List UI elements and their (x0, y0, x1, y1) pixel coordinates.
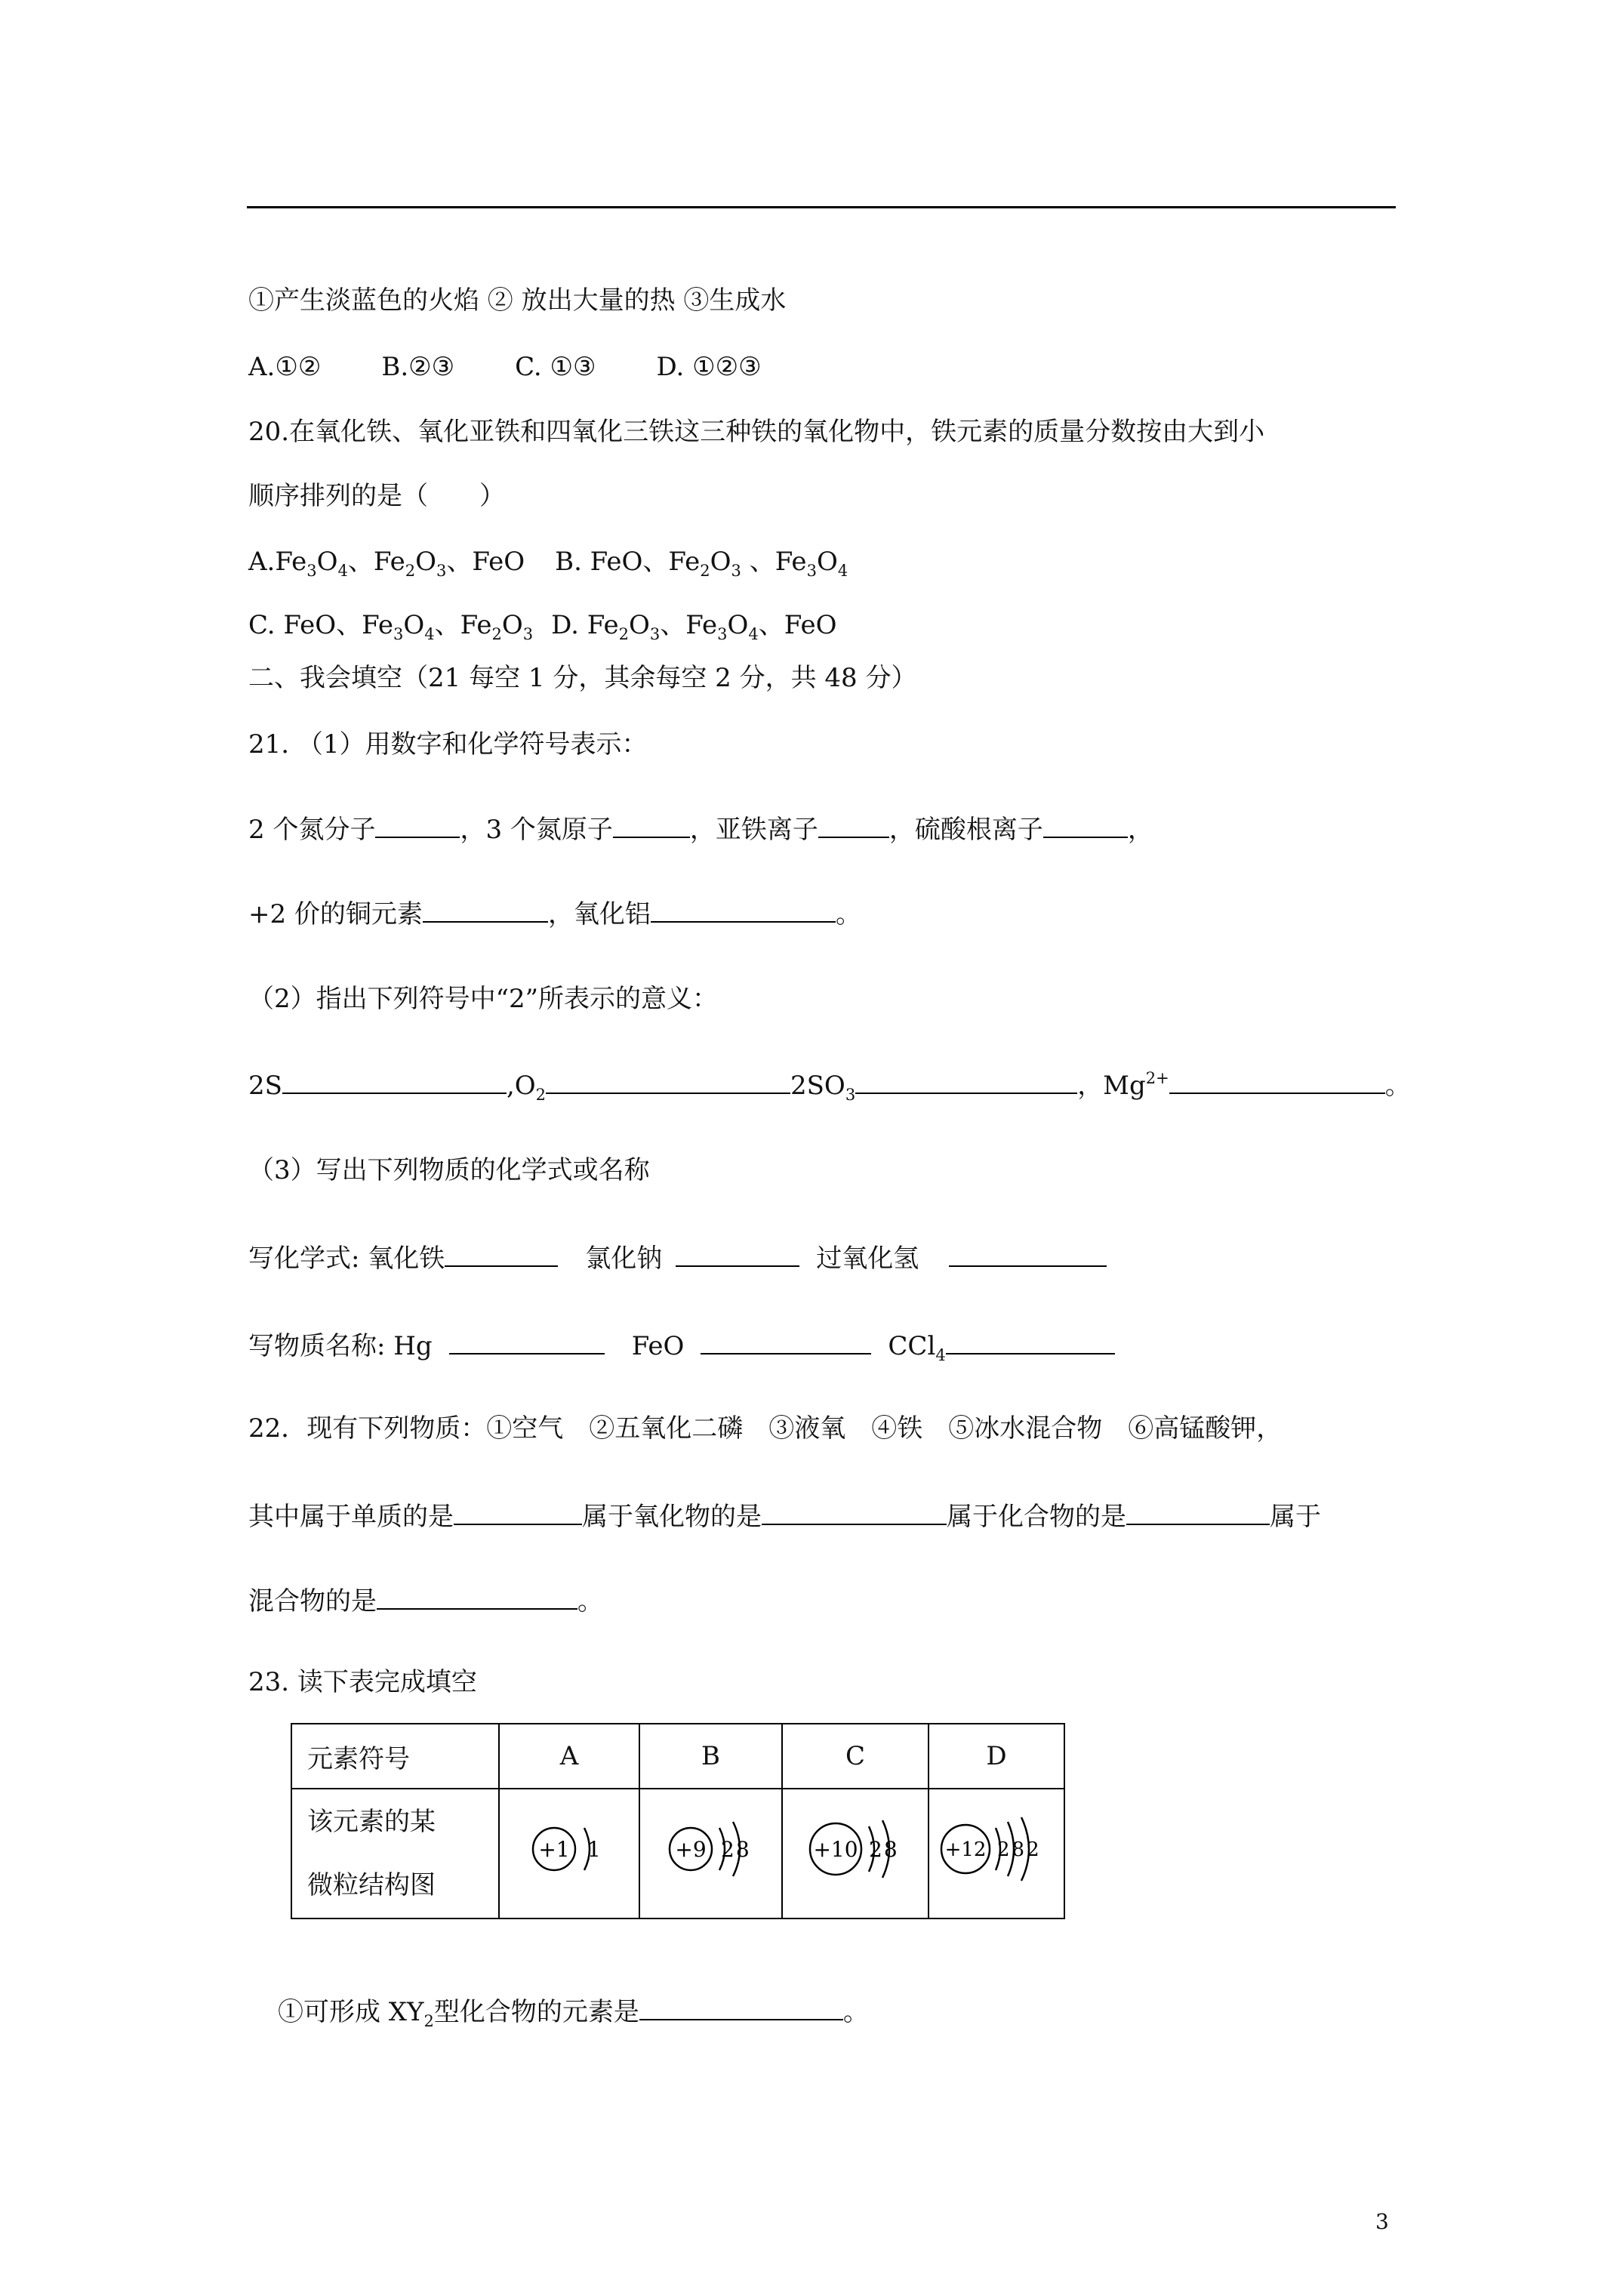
answer-blank[interactable] (375, 814, 460, 838)
answer-blank[interactable] (762, 1501, 947, 1525)
answer-blank[interactable] (701, 1330, 871, 1354)
answer-blank[interactable] (454, 1501, 582, 1525)
answer-blank[interactable] (676, 1243, 799, 1267)
atom-diagram-c (782, 1789, 929, 1918)
q23-title: 23. 读下表完成填空 (248, 1667, 477, 1697)
answer-blank[interactable] (449, 1330, 605, 1354)
atom-structure-b (654, 1805, 768, 1896)
table-header-label: 元素符号 (291, 1724, 499, 1789)
q20-options-cd: C. FeO、$Fe_3O_4$、$Fe_2O_3$ D. $Fe_2O_3$、$Fe_3O_4$、FeO (248, 610, 837, 643)
q21-part1-line2: +2 价的铜元素 ，氧化铝 。 (248, 899, 861, 929)
q20-options-ab: $A.Fe_3O_4$、$Fe_2O_3$、FeO B. FeO、$Fe_2O_3$ 、$Fe_3O_4$ (248, 547, 848, 580)
choice-a: A.①② (248, 352, 322, 382)
section2-title: 二、我会填空（21 每空 1 分，其余每空 2 分，共 48 分） (248, 663, 917, 693)
column-c: C (782, 1724, 929, 1789)
q21-formula-row: 写化学式: 氧化铁 氯化钠 过氧化氢 (248, 1243, 1107, 1274)
svg-text:28: 28 (869, 1836, 899, 1862)
q19-choices (248, 352, 762, 382)
q22-line3: 混合物的是 。 (248, 1586, 603, 1616)
answer-blank[interactable] (651, 898, 836, 923)
atom-diagram-d (929, 1789, 1064, 1918)
choice-d: D. ①②③ (656, 352, 762, 382)
atom-structure-a (524, 1805, 614, 1896)
q21-part2-title: （2）指出下列符号中“2”所表示的意义： (248, 984, 719, 1014)
answer-blank[interactable] (946, 1330, 1115, 1354)
answer-blank[interactable] (949, 1243, 1107, 1267)
option-b-label: B. (555, 547, 582, 577)
answer-blank[interactable] (1169, 1070, 1385, 1094)
q21-part3-title: （3）写出下列物质的化学式或名称 (248, 1155, 650, 1185)
q20-stem-line1: 20.在氧化铁、氧化亚铁和四氧化三铁这三种铁的氧化物中，铁元素的质量分数按由大到小 (248, 417, 1265, 447)
answer-blank[interactable] (546, 1070, 790, 1094)
column-a: A (499, 1724, 639, 1789)
atom-diagram-b (639, 1789, 782, 1918)
svg-text:+10: +10 (813, 1836, 858, 1862)
answer-blank[interactable] (855, 1070, 1077, 1094)
column-d: D (929, 1724, 1064, 1789)
option-d-label: D. (551, 610, 579, 640)
answer-blank[interactable] (282, 1070, 507, 1094)
option-a-label: A. (248, 547, 276, 577)
answer-blank[interactable] (445, 1243, 558, 1267)
svg-text:+12: +12 (944, 1838, 987, 1861)
answer-blank[interactable] (639, 1996, 843, 2020)
answer-blank[interactable] (377, 1586, 577, 1610)
svg-text:28: 28 (720, 1836, 751, 1862)
atom-structure-c (795, 1805, 916, 1896)
answer-blank[interactable] (423, 898, 548, 923)
svg-text:+1: +1 (538, 1836, 570, 1862)
choice-c: C. ①③ (515, 352, 596, 382)
option-c-label: C. (248, 610, 276, 640)
q21-part2-line: 2S $,O_2$ $2SO_3$ ，$Mg^{2+}$ 。 (248, 1069, 1411, 1104)
q20-stem-line2: 顺序排列的是（ ） (248, 481, 505, 511)
atom-diagram-a (499, 1789, 639, 1918)
svg-text:+9: +9 (674, 1836, 707, 1862)
q22-line1: 22．现有下列物质：①空气 ②五氧化二磷 ③液氧 ④铁 ⑤冰水混合物 ⑥高锰酸钾， (248, 1413, 1283, 1444)
q21-name-row: 写物质名称: Hg FeO CCl$_4$ (248, 1330, 1115, 1364)
page-number: 3 (1375, 2209, 1389, 2234)
answer-blank[interactable] (613, 814, 690, 838)
svg-text:1: 1 (587, 1836, 601, 1862)
answer-blank[interactable] (1126, 1501, 1270, 1525)
column-b: B (639, 1724, 782, 1789)
q22-line2: 其中属于单质的是 属于氧化物的是 属于化合物的是 属于 (248, 1502, 1321, 1532)
q19-options: ①产生淡蓝色的火焰 ② 放出大量的热 ③生成水 (248, 285, 787, 316)
choice-b: B.②③ (381, 352, 455, 382)
q21-part1-title: 21. （1）用数字和化学符号表示： (248, 729, 648, 760)
row-label: 该元素的某 微粒结构图 (291, 1789, 499, 1918)
header-rule (247, 206, 1396, 208)
answer-blank[interactable] (1043, 814, 1128, 838)
answer-blank[interactable] (818, 814, 889, 838)
q23-sub1: ①可形成 $XY_2$型化合物的元素是 。 (278, 1997, 869, 2030)
element-structure-table (291, 1723, 1065, 1919)
q21-part1-line1: 2 个氮分子 ，3 个氮原子 ，亚铁离子 ，硫酸根离子 ， (248, 815, 1153, 845)
atom-structure-d (932, 1805, 1061, 1896)
svg-text:282: 282 (997, 1838, 1042, 1861)
